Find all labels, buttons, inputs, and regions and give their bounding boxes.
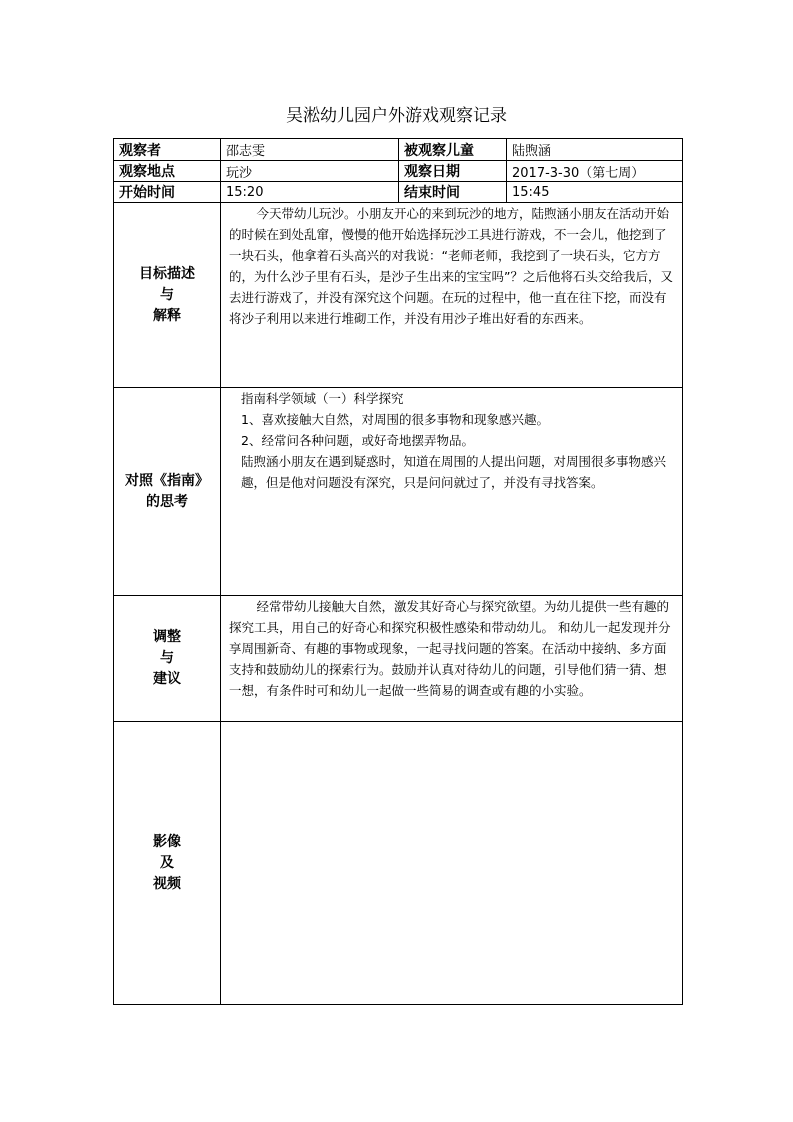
adjust-section-row	[114, 596, 683, 722]
end-time-value: 15:45	[507, 182, 683, 203]
guide-heading: 指南科学领域（一）科学探究	[241, 391, 404, 406]
goal-section-content	[221, 203, 683, 388]
adjust-section-content	[221, 596, 683, 722]
media-label-line: 影像	[153, 833, 181, 850]
guide-section-content	[221, 388, 683, 596]
adjust-label-line: 调整	[153, 629, 181, 645]
guide-item-1: 1、喜欢接触大自然，对周围的很多事物和现象感兴趣。	[241, 412, 549, 427]
header-row-observer	[114, 139, 683, 161]
child-label: 被观察儿童	[399, 139, 507, 161]
header-row-location	[114, 161, 683, 182]
goal-section-label	[114, 203, 221, 388]
date-value: 2017-3-30（第七周）	[507, 161, 683, 182]
end-time-label: 结束时间	[399, 182, 507, 203]
adjust-text: 经常带幼儿接触大自然，激发其好奇心与探究欲望。为幼儿提供一些有趣的探究工具，用自己的好奇心和探究积极性感染和带动幼儿。 和幼儿一起发现并分享周围新奇、有趣的事物或现象，一起寻找问题的答案。在活动中接纳、多方面支持和鼓励幼儿的探索行为。鼓励并认真对待幼儿的问题，引导他们猜一猜、想一想，有条件时可和幼儿一起做一些简易的调查或有趣的小实验。	[229, 599, 671, 698]
guide-item-2: 2、经常问各种问题，或好奇地摆弄物品。	[241, 433, 474, 448]
start-time-label: 开始时间	[114, 182, 221, 203]
goal-label-line: 与	[160, 286, 174, 303]
start-time-value: 15:20	[221, 182, 399, 203]
media-section-content	[221, 722, 683, 1005]
adjust-section-label	[114, 596, 221, 722]
media-label-line: 及	[160, 854, 174, 871]
media-section-label	[114, 722, 221, 1005]
observer-value: 邵志雯	[221, 139, 399, 161]
observation-record-table	[113, 138, 683, 1005]
guide-label-line: 的思考	[146, 493, 188, 510]
observer-label: 观察者	[114, 139, 221, 161]
location-value: 玩沙	[221, 161, 399, 182]
goal-label-line: 解释	[153, 307, 181, 324]
guide-section-label	[114, 388, 221, 596]
location-label: 观察地点	[114, 161, 221, 182]
media-label-line: 视频	[153, 875, 181, 892]
guide-section-row	[114, 388, 683, 596]
goal-section-row	[114, 203, 683, 388]
guide-reflection: 陆煦涵小朋友在遇到疑惑时，知道在周围的人提出问题，对周围很多事物感兴趣，但是他对问题没有深究，只是问问就过了，并没有寻找答案。	[241, 454, 667, 490]
goal-label-line: 目标描述	[139, 265, 195, 282]
adjust-label-line: 与	[160, 650, 174, 666]
media-section-row	[114, 722, 683, 1005]
goal-text: 今天带幼儿玩沙。小朋友开心的来到玩沙的地方，陆煦涵小朋友在活动开始的时候在到处乱窜，慢慢的他开始选择玩沙工具进行游戏，不一会儿，他挖到了一块石头，他拿着石头高兴的对我说：“老师老师，我挖到了一块石头，它方方的，为什么沙子里有石头，是沙子生出来的宝宝吗”？之后他将石头交给我后，又去进行游戏了，并没有深究这个问题。在玩的过程中，他一直在往下挖，而没有将沙子利用以来进行堆砌工作，并没有用沙子堆出好看的东西来。	[229, 206, 673, 326]
guide-label-line: 对照《指南》	[125, 472, 209, 489]
date-label: 观察日期	[399, 161, 507, 182]
header-row-time	[114, 182, 683, 203]
adjust-label-line: 建议	[153, 671, 181, 687]
page-title: 吴淞幼儿园户外游戏观察记录	[286, 106, 507, 126]
child-value: 陆煦涵	[507, 139, 683, 161]
